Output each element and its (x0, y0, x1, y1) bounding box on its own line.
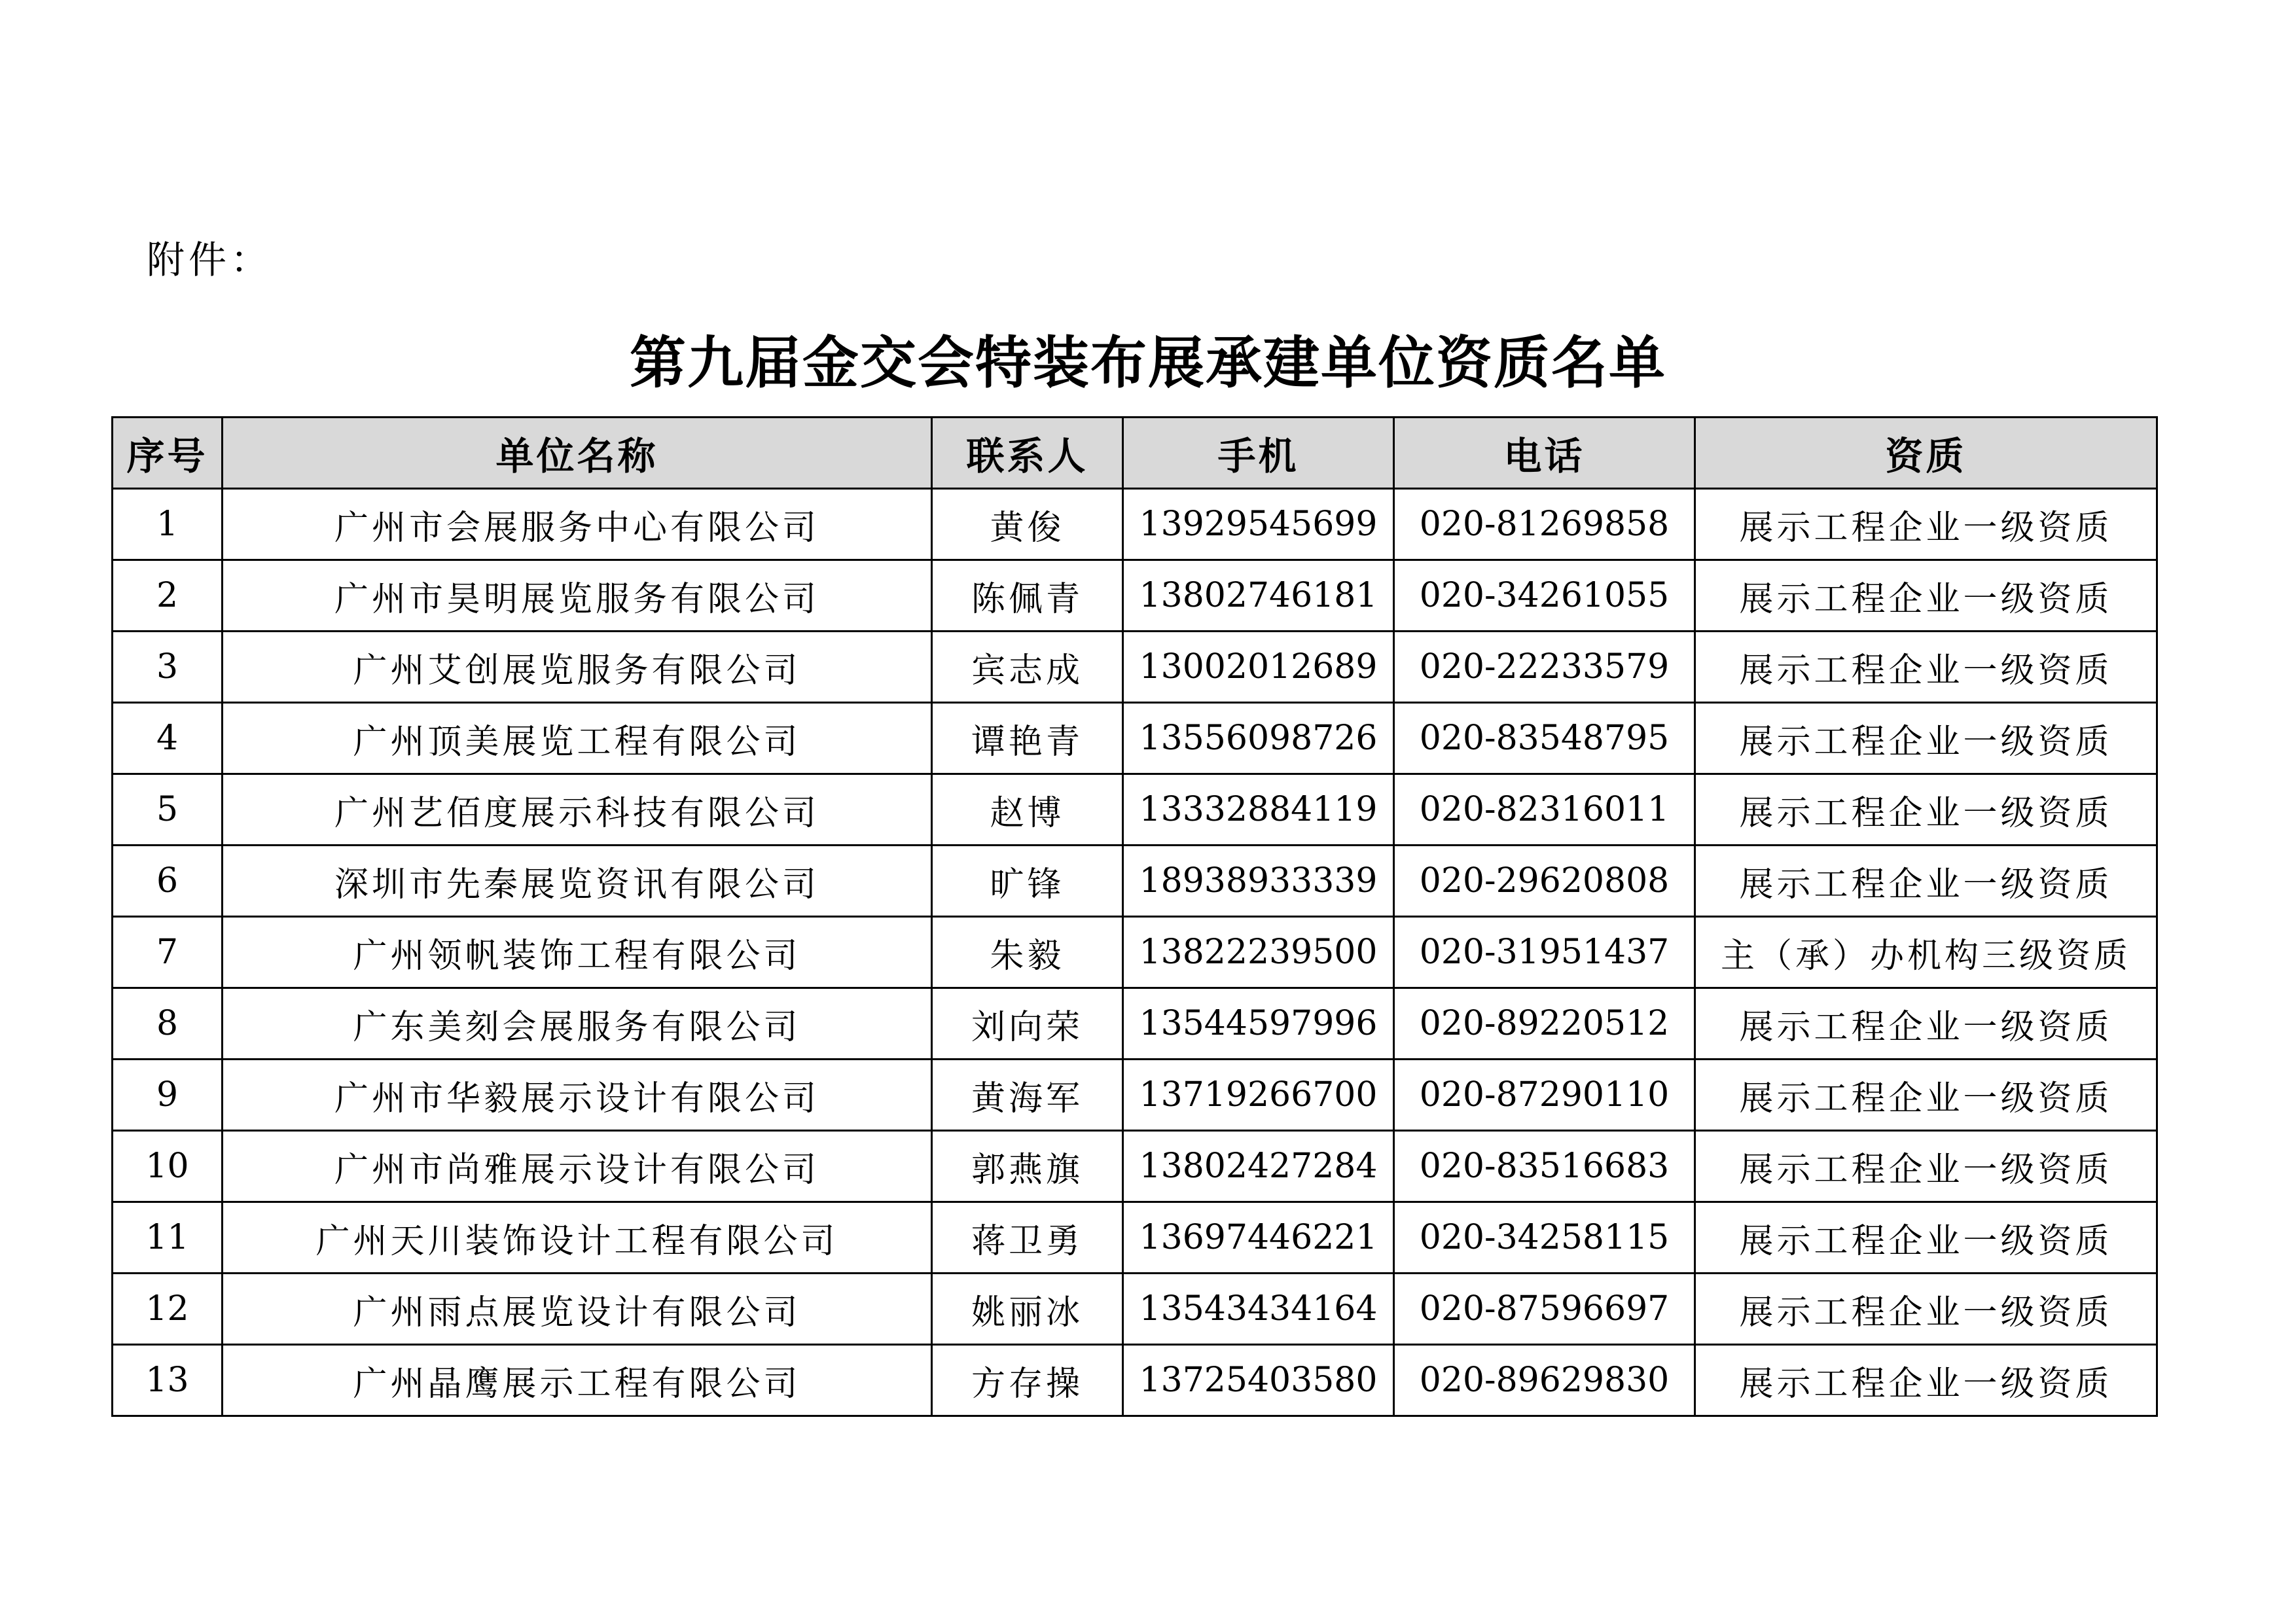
contact-cell: 朱毅 (932, 917, 1123, 988)
phone-cell: 020-87596697 (1394, 1274, 1695, 1345)
table-row (113, 632, 2157, 703)
company-name-cell: 广州晶鹰展示工程有限公司 (223, 1345, 932, 1416)
contact-cell: 黄俊 (932, 489, 1123, 560)
table-row (113, 846, 2157, 917)
qualification-cell: 展示工程企业一级资质 (1695, 1060, 2157, 1131)
table-row (113, 774, 2157, 846)
contact-cell: 蒋卫勇 (932, 1202, 1123, 1274)
phone-cell: 020-31951437 (1394, 917, 1695, 988)
company-name-cell: 广州雨点展览设计有限公司 (223, 1274, 932, 1345)
qualification-cell: 展示工程企业一级资质 (1695, 560, 2157, 632)
table-row (113, 1202, 2157, 1274)
qualification-table (111, 416, 2158, 1417)
table-row (113, 917, 2157, 988)
attachment-label: 附件： (147, 238, 273, 282)
mobile-cell: 13802427284 (1123, 1131, 1394, 1202)
company-name-cell: 广州市华毅展示设计有限公司 (223, 1060, 932, 1131)
row-number-cell: 10 (113, 1131, 223, 1202)
row-number-cell: 5 (113, 774, 223, 846)
mobile-cell: 13725403580 (1123, 1345, 1394, 1416)
mobile-cell: 13543434164 (1123, 1274, 1394, 1345)
qualification-cell: 展示工程企业一级资质 (1695, 1345, 2157, 1416)
mobile-cell: 13802746181 (1123, 560, 1394, 632)
row-number-cell: 4 (113, 703, 223, 774)
row-number-cell: 3 (113, 632, 223, 703)
row-number-cell: 1 (113, 489, 223, 560)
mobile-cell: 13822239500 (1123, 917, 1394, 988)
contact-cell: 黄海军 (932, 1060, 1123, 1131)
table-row (113, 988, 2157, 1060)
contact-cell: 赵博 (932, 774, 1123, 846)
header-qualification: 资质 (1695, 418, 2157, 489)
page-title: 第九届金交会特装布展承建单位资质名单 (630, 330, 1666, 396)
contact-cell: 陈佩青 (932, 560, 1123, 632)
mobile-cell: 13556098726 (1123, 703, 1394, 774)
row-number-cell: 7 (113, 917, 223, 988)
table-row (113, 1060, 2157, 1131)
phone-cell: 020-29620808 (1394, 846, 1695, 917)
company-name-cell: 广州领帆装饰工程有限公司 (223, 917, 932, 988)
mobile-cell: 13929545699 (1123, 489, 1394, 560)
contact-cell: 旷锋 (932, 846, 1123, 917)
header-mobile: 手机 (1123, 418, 1394, 489)
qualification-cell: 展示工程企业一级资质 (1695, 489, 2157, 560)
qualification-cell: 展示工程企业一级资质 (1695, 988, 2157, 1060)
qualification-table-container (111, 416, 2156, 1417)
row-number-cell: 11 (113, 1202, 223, 1274)
qualification-cell: 主（承）办机构三级资质 (1695, 917, 2157, 988)
row-number-cell: 9 (113, 1060, 223, 1131)
header-phone: 电话 (1394, 418, 1695, 489)
phone-cell: 020-22233579 (1394, 632, 1695, 703)
qualification-cell: 展示工程企业一级资质 (1695, 1202, 2157, 1274)
phone-cell: 020-87290110 (1394, 1060, 1695, 1131)
phone-cell: 020-81269858 (1394, 489, 1695, 560)
qualification-cell: 展示工程企业一级资质 (1695, 703, 2157, 774)
company-name-cell: 广州艾创展览服务有限公司 (223, 632, 932, 703)
contact-cell: 刘向荣 (932, 988, 1123, 1060)
company-name-cell: 广州艺佰度展示科技有限公司 (223, 774, 932, 846)
phone-cell: 020-34261055 (1394, 560, 1695, 632)
row-number-cell: 6 (113, 846, 223, 917)
mobile-cell: 13697446221 (1123, 1202, 1394, 1274)
qualification-cell: 展示工程企业一级资质 (1695, 632, 2157, 703)
contact-cell: 方存操 (932, 1345, 1123, 1416)
phone-cell: 020-89629830 (1394, 1345, 1695, 1416)
table-row (113, 703, 2157, 774)
mobile-cell: 13002012689 (1123, 632, 1394, 703)
company-name-cell: 深圳市先秦展览资讯有限公司 (223, 846, 932, 917)
mobile-cell: 18938933339 (1123, 846, 1394, 917)
company-name-cell: 广东美刻会展服务有限公司 (223, 988, 932, 1060)
table-row (113, 560, 2157, 632)
table-row (113, 489, 2157, 560)
phone-cell: 020-83548795 (1394, 703, 1695, 774)
table-row (113, 1345, 2157, 1416)
company-name-cell: 广州顶美展览工程有限公司 (223, 703, 932, 774)
row-number-cell: 2 (113, 560, 223, 632)
table-header-row (113, 418, 2157, 489)
row-number-cell: 8 (113, 988, 223, 1060)
table-body (113, 489, 2157, 1416)
phone-cell: 020-89220512 (1394, 988, 1695, 1060)
company-name-cell: 广州天川装饰设计工程有限公司 (223, 1202, 932, 1274)
contact-cell: 郭燕旗 (932, 1131, 1123, 1202)
company-name-cell: 广州市尚雅展示设计有限公司 (223, 1131, 932, 1202)
mobile-cell: 13544597996 (1123, 988, 1394, 1060)
contact-cell: 姚丽冰 (932, 1274, 1123, 1345)
qualification-cell: 展示工程企业一级资质 (1695, 846, 2157, 917)
contact-cell: 宾志成 (932, 632, 1123, 703)
table-row (113, 1131, 2157, 1202)
contact-cell: 谭艳青 (932, 703, 1123, 774)
qualification-cell: 展示工程企业一级资质 (1695, 774, 2157, 846)
phone-cell: 020-82316011 (1394, 774, 1695, 846)
company-name-cell: 广州市会展服务中心有限公司 (223, 489, 932, 560)
table-row (113, 1274, 2157, 1345)
header-company-name: 单位名称 (223, 418, 932, 489)
header-no: 序号 (113, 418, 223, 489)
mobile-cell: 13719266700 (1123, 1060, 1394, 1131)
company-name-cell: 广州市昊明展览服务有限公司 (223, 560, 932, 632)
mobile-cell: 13332884119 (1123, 774, 1394, 846)
header-contact: 联系人 (932, 418, 1123, 489)
phone-cell: 020-83516683 (1394, 1131, 1695, 1202)
row-number-cell: 13 (113, 1345, 223, 1416)
qualification-cell: 展示工程企业一级资质 (1695, 1274, 2157, 1345)
qualification-cell: 展示工程企业一级资质 (1695, 1131, 2157, 1202)
row-number-cell: 12 (113, 1274, 223, 1345)
phone-cell: 020-34258115 (1394, 1202, 1695, 1274)
